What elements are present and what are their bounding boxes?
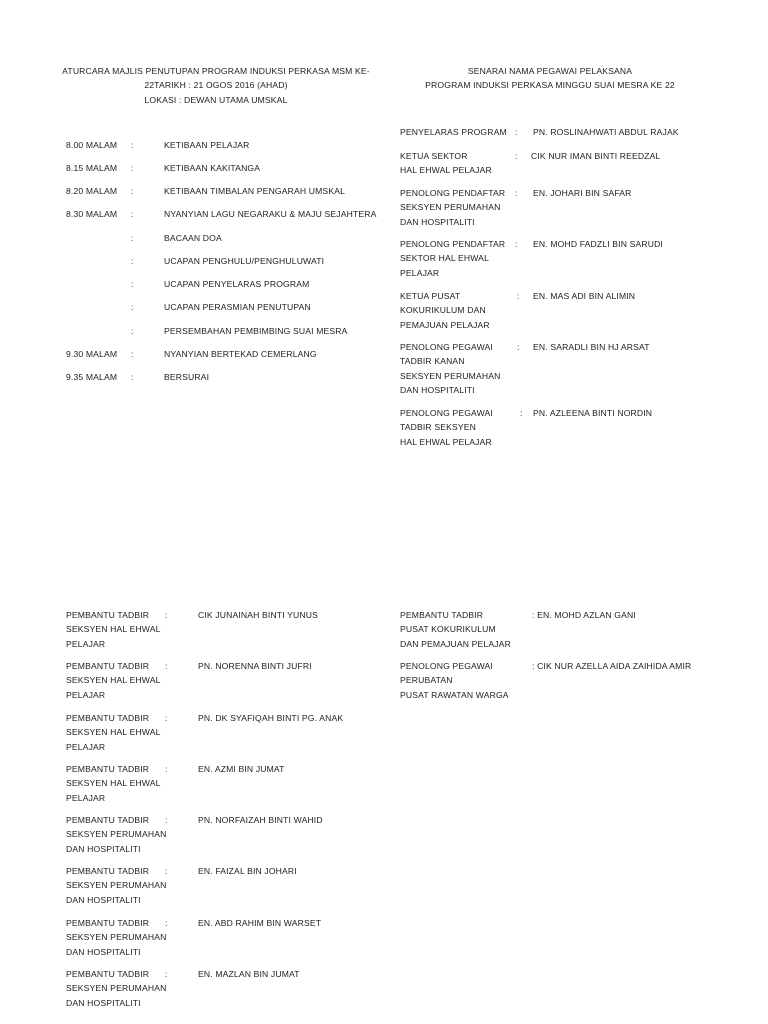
schedule-sep: : [131, 302, 134, 312]
assistant-sep: : [165, 713, 168, 723]
programme-date: 22TARIKH : 21 OGOS 2016 (AHAD) [144, 80, 288, 91]
schedule-sep: : [131, 209, 134, 219]
schedule-sep: : [131, 186, 134, 196]
assistant-role: PENOLONG PEGAWAI PERUBATAN PUSAT RAWATAN WARGA [400, 661, 509, 700]
schedule-sep: : [131, 233, 134, 243]
assistant-name: EN. ABD RAHIM BIN WARSET [198, 918, 322, 928]
schedule-sep: : [131, 256, 134, 266]
schedule-item: KETIBAAN PELAJAR [164, 140, 250, 150]
programme-title: ATURCARA MAJLIS PENUTUPAN PROGRAM INDUKSI PERKASA MSM KE- [62, 66, 370, 76]
assistant-sep: : [165, 764, 168, 774]
schedule-item: KETIBAAN KAKITANGA [164, 163, 261, 173]
assistant-role: PEMBANTU TADBIR SEKSYEN HAL EHWAL PELAJAR [66, 661, 161, 700]
schedule-item: NYANYIAN BERTEKAD CEMERLANG [164, 349, 317, 359]
officer-role: PENOLONG PENDAFTAR SEKTOR HAL EHWAL PELAJAR [400, 239, 506, 278]
assistant-name: PN. NORENNA BINTI JUFRI [198, 661, 312, 671]
officer-list-header [400, 64, 700, 93]
officer-sep: : [517, 342, 520, 352]
assistant-role: PEMBANTU TADBIR SEKSYEN PERUMAHAN DAN HOSPITALITI [66, 815, 167, 854]
officer-name: PN. AZLEENA BINTI NORDIN [533, 408, 653, 418]
assistant-sep: : [165, 918, 168, 928]
schedule-item: PERSEMBAHAN PEMBIMBING SUAI MESRA [164, 326, 348, 336]
assistant-name: : EN. MOHD AZLAN GANI [532, 610, 636, 620]
schedule-item: UCAPAN PENYELARAS PROGRAM [164, 279, 310, 289]
assistant-sep: : [165, 866, 168, 876]
schedule-time: 8.15 MALAM [66, 163, 118, 173]
assistant-sep: : [165, 661, 168, 671]
officer-name: CIK NUR IMAN BINTI REEDZAL [531, 151, 661, 161]
schedule-time: 8.00 MALAM [66, 140, 118, 150]
programme-header [60, 64, 372, 107]
assistant-sep: : [165, 969, 168, 979]
officer-role: PENYELARAS PROGRAM [400, 127, 507, 137]
officer-role: KETUA PUSAT KOKURIKULUM DAN PEMAJUAN PELAJAR [400, 291, 490, 330]
schedule-item: UCAPAN PERASMIAN PENUTUPAN [164, 302, 311, 312]
schedule-sep: : [131, 372, 134, 382]
officer-role: KETUA SEKTOR HAL EHWAL PELAJAR [400, 151, 492, 176]
officer-role: PENOLONG PENDAFTAR SEKSYEN PERUMAHAN DAN HOSPITALITI [400, 188, 506, 227]
assistant-role: PEMBANTU TADBIR SEKSYEN PERUMAHAN DAN HOSPITALITI [66, 969, 167, 1008]
schedule-sep: : [131, 279, 134, 289]
schedule-sep: : [131, 140, 134, 150]
schedule-sep: : [131, 326, 134, 336]
officer-name: EN. MAS ADI BIN ALIMIN [533, 291, 636, 301]
officer-name: EN. MOHD FADZLI BIN SARUDI [533, 239, 663, 249]
assistant-name: PN. NORFAIZAH BINTI WAHID [198, 815, 323, 825]
officer-name: EN. SARADLI BIN HJ ARSAT [533, 342, 650, 352]
officer-sep: : [515, 151, 518, 161]
assistant-sep: : [165, 815, 168, 825]
assistant-role: PEMBANTU TADBIR SEKSYEN HAL EHWAL PELAJAR [66, 713, 161, 752]
assistant-sep: : [165, 610, 168, 620]
programme-location: LOKASI : DEWAN UTAMA UMSKAL [144, 94, 288, 105]
assistant-name: PN. DK SYAFIQAH BINTI PG. ANAK [198, 713, 344, 723]
schedule-time: 9.30 MALAM [66, 349, 118, 359]
schedule-item: UCAPAN PENGHULU/PENGHULUWATI [164, 256, 325, 266]
officer-name: EN. JOHARI BIN SAFAR [533, 188, 632, 198]
officer-role: PENOLONG PEGAWAI TADBIR SEKSYEN HAL EHWAL PELAJAR [400, 408, 493, 447]
schedule-item: BERSURAI [164, 372, 210, 382]
assistant-name: EN. AZMI BIN JUMAT [198, 764, 285, 774]
schedule-time: 9.35 MALAM [66, 372, 118, 382]
officer-list-subtitle: PROGRAM INDUKSI PERKASA MINGGU SUAI MESRA KE 22 [425, 80, 675, 91]
schedule-item: NYANYIAN LAGU NEGARAKU & MAJU SEJAHTERA [164, 209, 377, 219]
officer-sep: : [515, 188, 518, 198]
assistant-role: PEMBANTU TADBIR SEKSYEN HAL EHWAL PELAJAR [66, 610, 161, 649]
assistant-name: : CIK NUR AZELLA AIDA ZAIHIDA AMIR [532, 661, 692, 671]
officer-list-title: SENARAI NAMA PEGAWAI PELAKSANA [467, 66, 633, 76]
officer-sep: : [515, 127, 518, 137]
assistant-name: CIK JUNAINAH BINTI YUNUS [198, 610, 318, 620]
officer-role: PENOLONG PEGAWAI TADBIR KANAN SEKSYEN PERUMAHAN DAN HOSPITALITI [400, 342, 501, 396]
assistant-role: PEMBANTU TADBIR SEKSYEN PERUMAHAN DAN HOSPITALITI [66, 866, 167, 905]
officer-sep: : [520, 408, 523, 418]
officer-name: PN. ROSLINAHWATI ABDUL RAJAK [533, 127, 679, 137]
schedule-time: 8.30 MALAM [66, 209, 118, 219]
assistant-name: EN. MAZLAN BIN JUMAT [198, 969, 300, 979]
assistant-role: PEMBANTU TADBIR SEKSYEN HAL EHWAL PELAJAR [66, 764, 161, 803]
assistant-role: PEMBANTU TADBIR SEKSYEN PERUMAHAN DAN HOSPITALITI [66, 918, 167, 957]
schedule-sep: : [131, 349, 134, 359]
schedule-item: BACAAN DOA [164, 233, 222, 243]
schedule-time: 8.20 MALAM [66, 186, 118, 196]
assistant-name: EN. FAIZAL BIN JOHARI [198, 866, 297, 876]
schedule-sep: : [131, 163, 134, 173]
schedule-item: KETIBAAN TIMBALAN PENGARAH UMSKAL [164, 186, 346, 196]
officer-sep: : [517, 291, 520, 301]
officer-sep: : [515, 239, 518, 249]
assistant-role: PEMBANTU TADBIR PUSAT KOKURIKULUM DAN PEMAJUAN PELAJAR [400, 610, 511, 649]
